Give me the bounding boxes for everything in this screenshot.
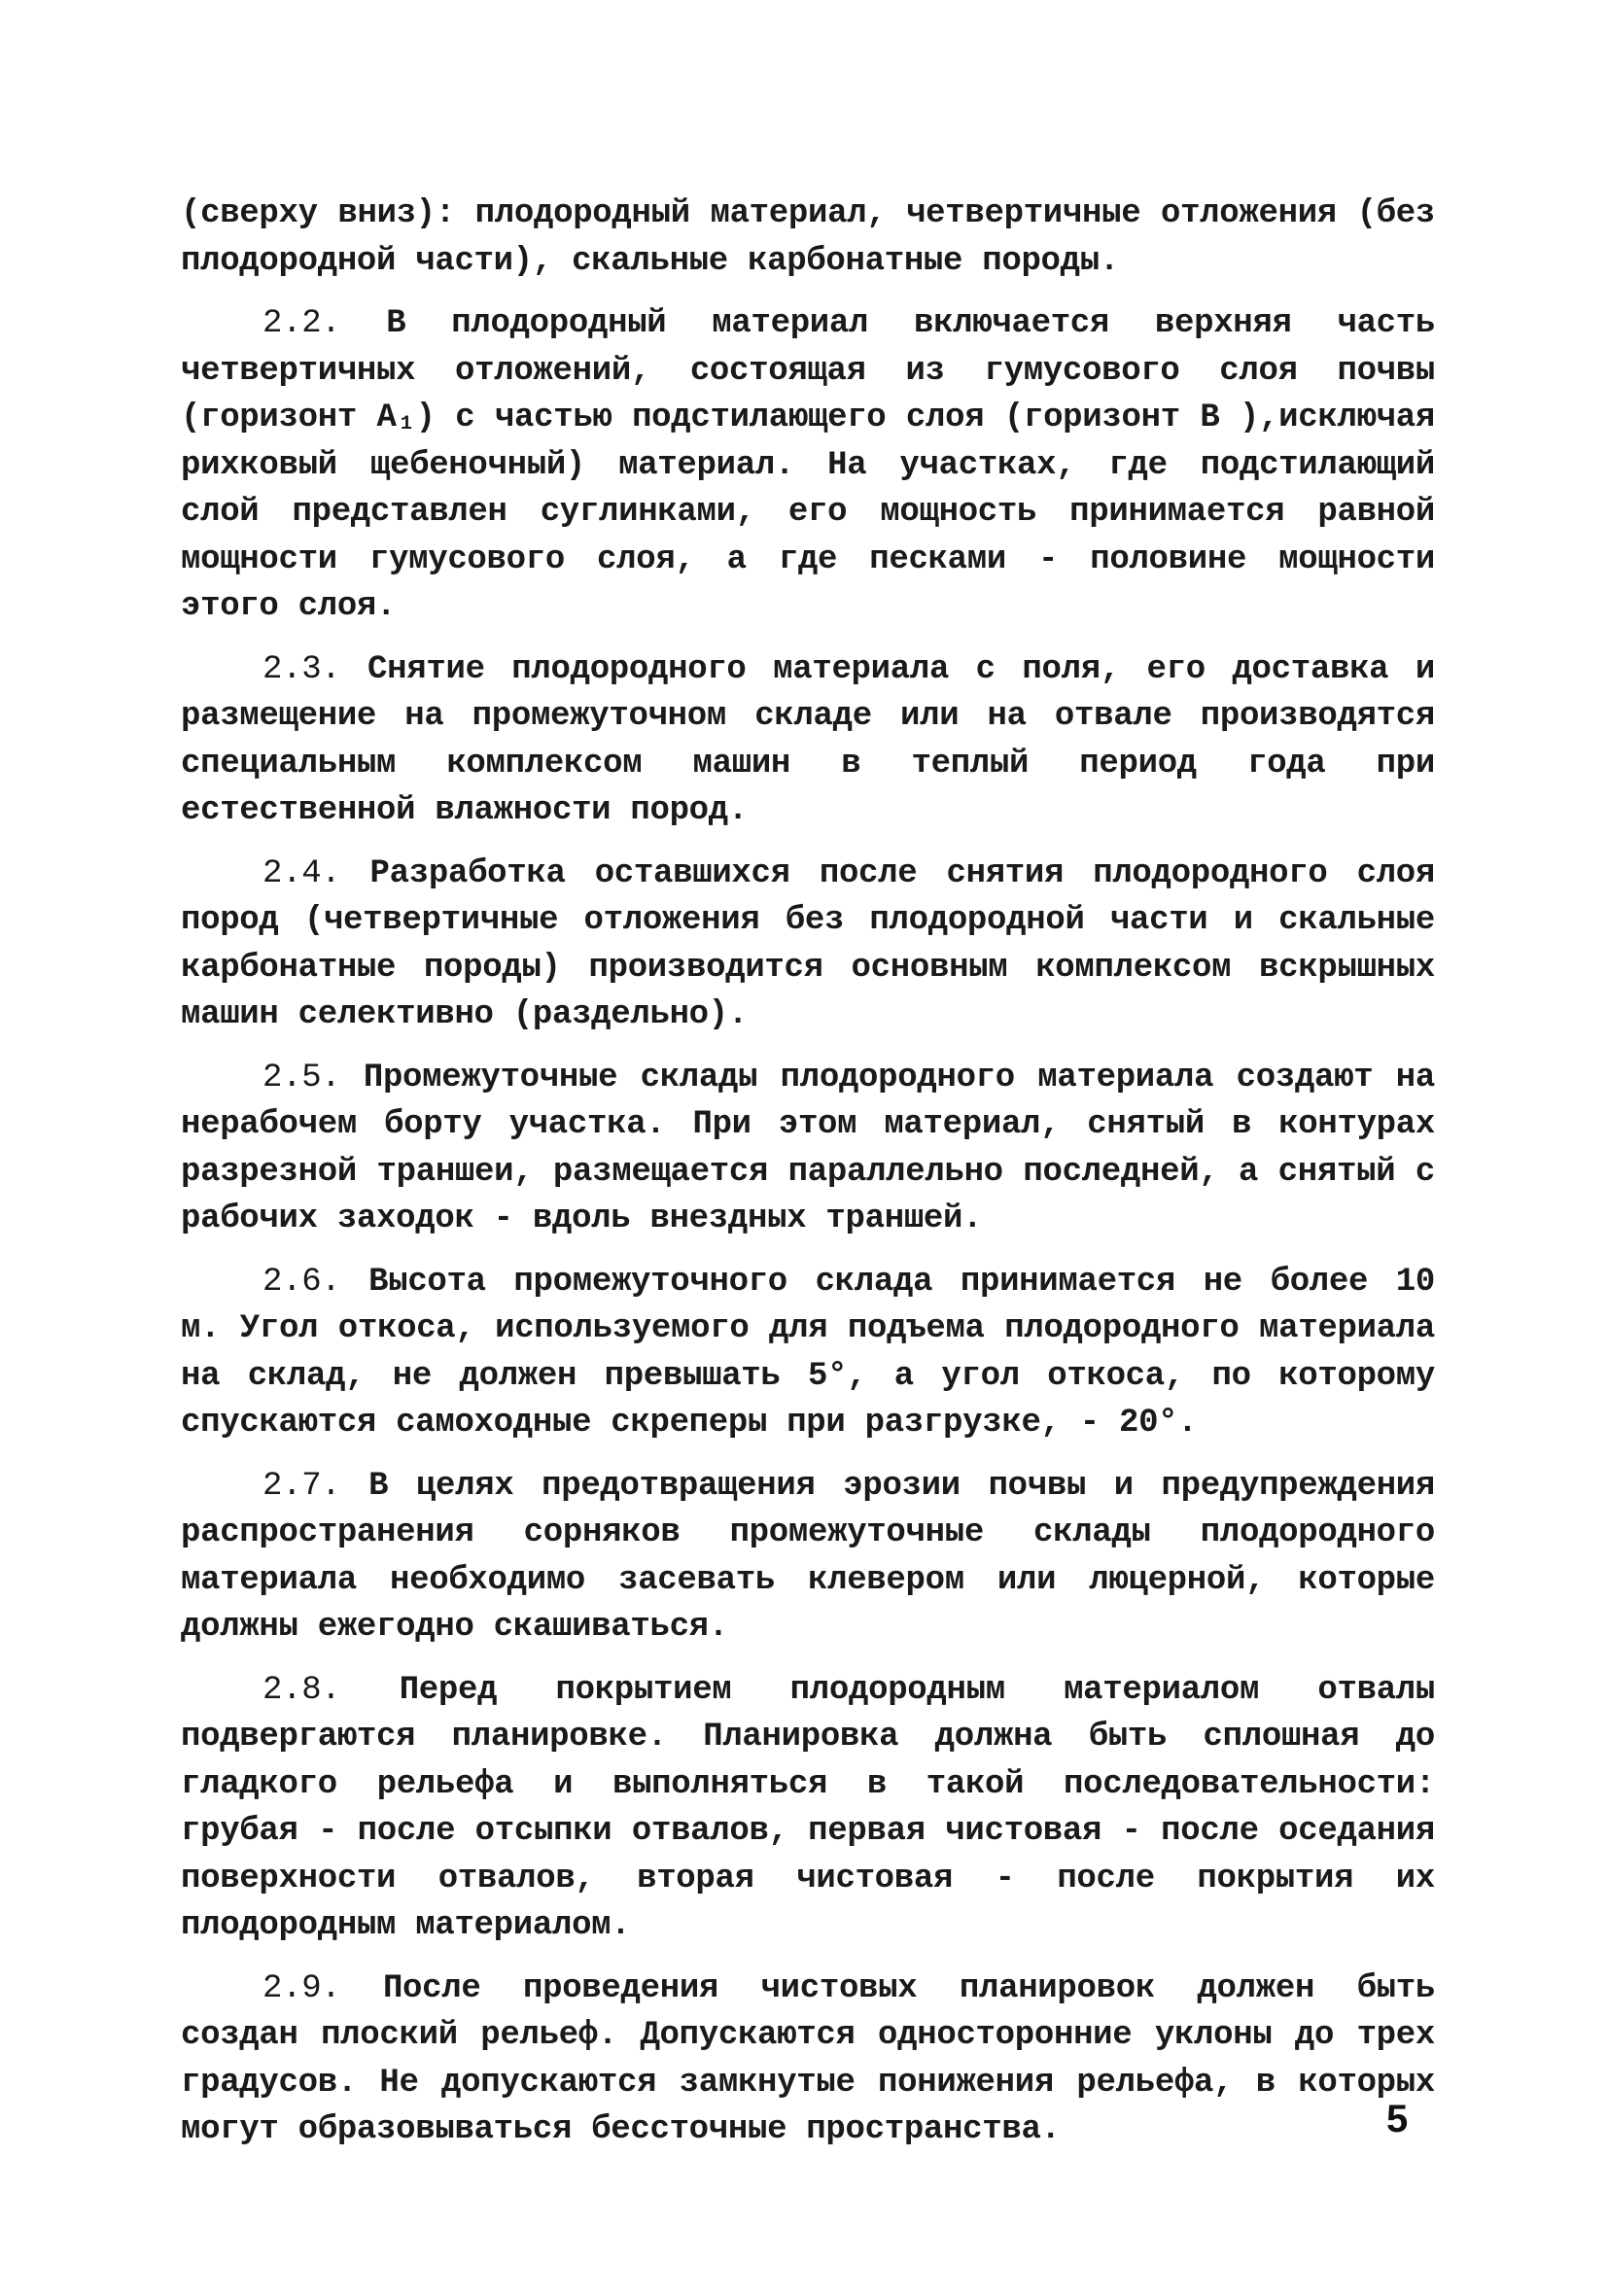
paragraph-text: В целях предотвращения эрозии почвы и предупреждения распространения сорняков промежуточные склады плодородного материала необходимо засевать клевером или люцерной, которые должны ежегодно скашиваться. bbox=[181, 1467, 1436, 1646]
paragraph-2-8 bbox=[181, 1667, 1435, 1950]
paragraph-number: 2.7. bbox=[262, 1467, 341, 1505]
paragraph-2-6 bbox=[181, 1259, 1435, 1447]
paragraph-text: Перед покрытием плодородным материалом отвалы подвергаются планировке. Планировка должна быть сплошная до гладкого рельефа и выполняться в такой последовательности: грубая - после отсыпки отвалов, первая чистовая - после оседания поверхности отвалов, вторая чистовая - после покрытия их плодородным материалом. bbox=[181, 1671, 1436, 1944]
page-number: 5 bbox=[1386, 2098, 1409, 2140]
body-text bbox=[181, 191, 1435, 2170]
paragraph-2-2 bbox=[181, 300, 1435, 631]
paragraph-number: 2.6. bbox=[262, 1263, 341, 1301]
paragraph-number: 2.4. bbox=[262, 854, 341, 892]
paragraph-number: 2.5. bbox=[262, 1059, 341, 1096]
paragraph-text: Высота промежуточного склада принимается не более 10 м. Угол откоса, используемого для подъема плодородного материала на склад, не должен превышать 5°, а угол откоса, по которому спускаются самоходные скреперы при разгрузке, - 20°. bbox=[181, 1263, 1436, 1442]
paragraph-text: После проведения чистовых планировок должен быть создан плоский рельеф. Допускаются односторонние уклоны до трех градусов. Не допускаются замкнутые понижения рельефа, в которых могут образовываться бессточные пространства. bbox=[181, 1969, 1435, 2148]
paragraph-2-5 bbox=[181, 1055, 1435, 1243]
paragraph-intro bbox=[181, 191, 1435, 285]
paragraph-text: Снятие плодородного материала с поля, его доставка и размещение на промежуточном складе или на отвале производятся специальным комплексом машин в теплый период года при естественной влажности пород. bbox=[181, 650, 1436, 829]
paragraph-text: (сверху вниз): плодородный материал, четвертичные отложения (без плодородной части), скальные карбонатные породы. bbox=[181, 195, 1435, 280]
paragraph-number: 2.9. bbox=[262, 1969, 341, 2007]
paragraph-text: В плодородный материал включается верхняя часть четвертичных отложений, состоящая из гумусового слоя почвы (горизонт A₁) с частью подстилающего слоя (горизонт B ),исключая рихковый щебеночный) материал. На участках, где подстилающий слой представлен суглинками, его мощность принимается равной мощности гумусового слоя, а где песками - половине мощности этого слоя. bbox=[181, 305, 1435, 625]
paragraph-text: Промежуточные склады плодородного материала создают на нерабочем борту участка. При этом материал, снятый в контурах разрезной траншеи, размещается параллельно последней, а снятый с рабочих заходок - вдоль внездных траншей. bbox=[181, 1059, 1435, 1237]
paragraph-2-7 bbox=[181, 1463, 1435, 1652]
paragraph-2-3 bbox=[181, 646, 1435, 835]
paragraph-number: 2.3. bbox=[262, 650, 341, 688]
paragraph-number: 2.8. bbox=[262, 1671, 341, 1709]
paragraph-2-9 bbox=[181, 1966, 1435, 2154]
paragraph-number: 2.2. bbox=[262, 305, 341, 342]
paragraph-text: Разработка оставшихся после снятия плодородного слоя пород (четвертичные отложения без плодородной части и скальные карбонатные породы) производится основным комплексом вскрышных машин селективно (раздельно). bbox=[181, 854, 1435, 1033]
paragraph-2-4 bbox=[181, 851, 1435, 1039]
